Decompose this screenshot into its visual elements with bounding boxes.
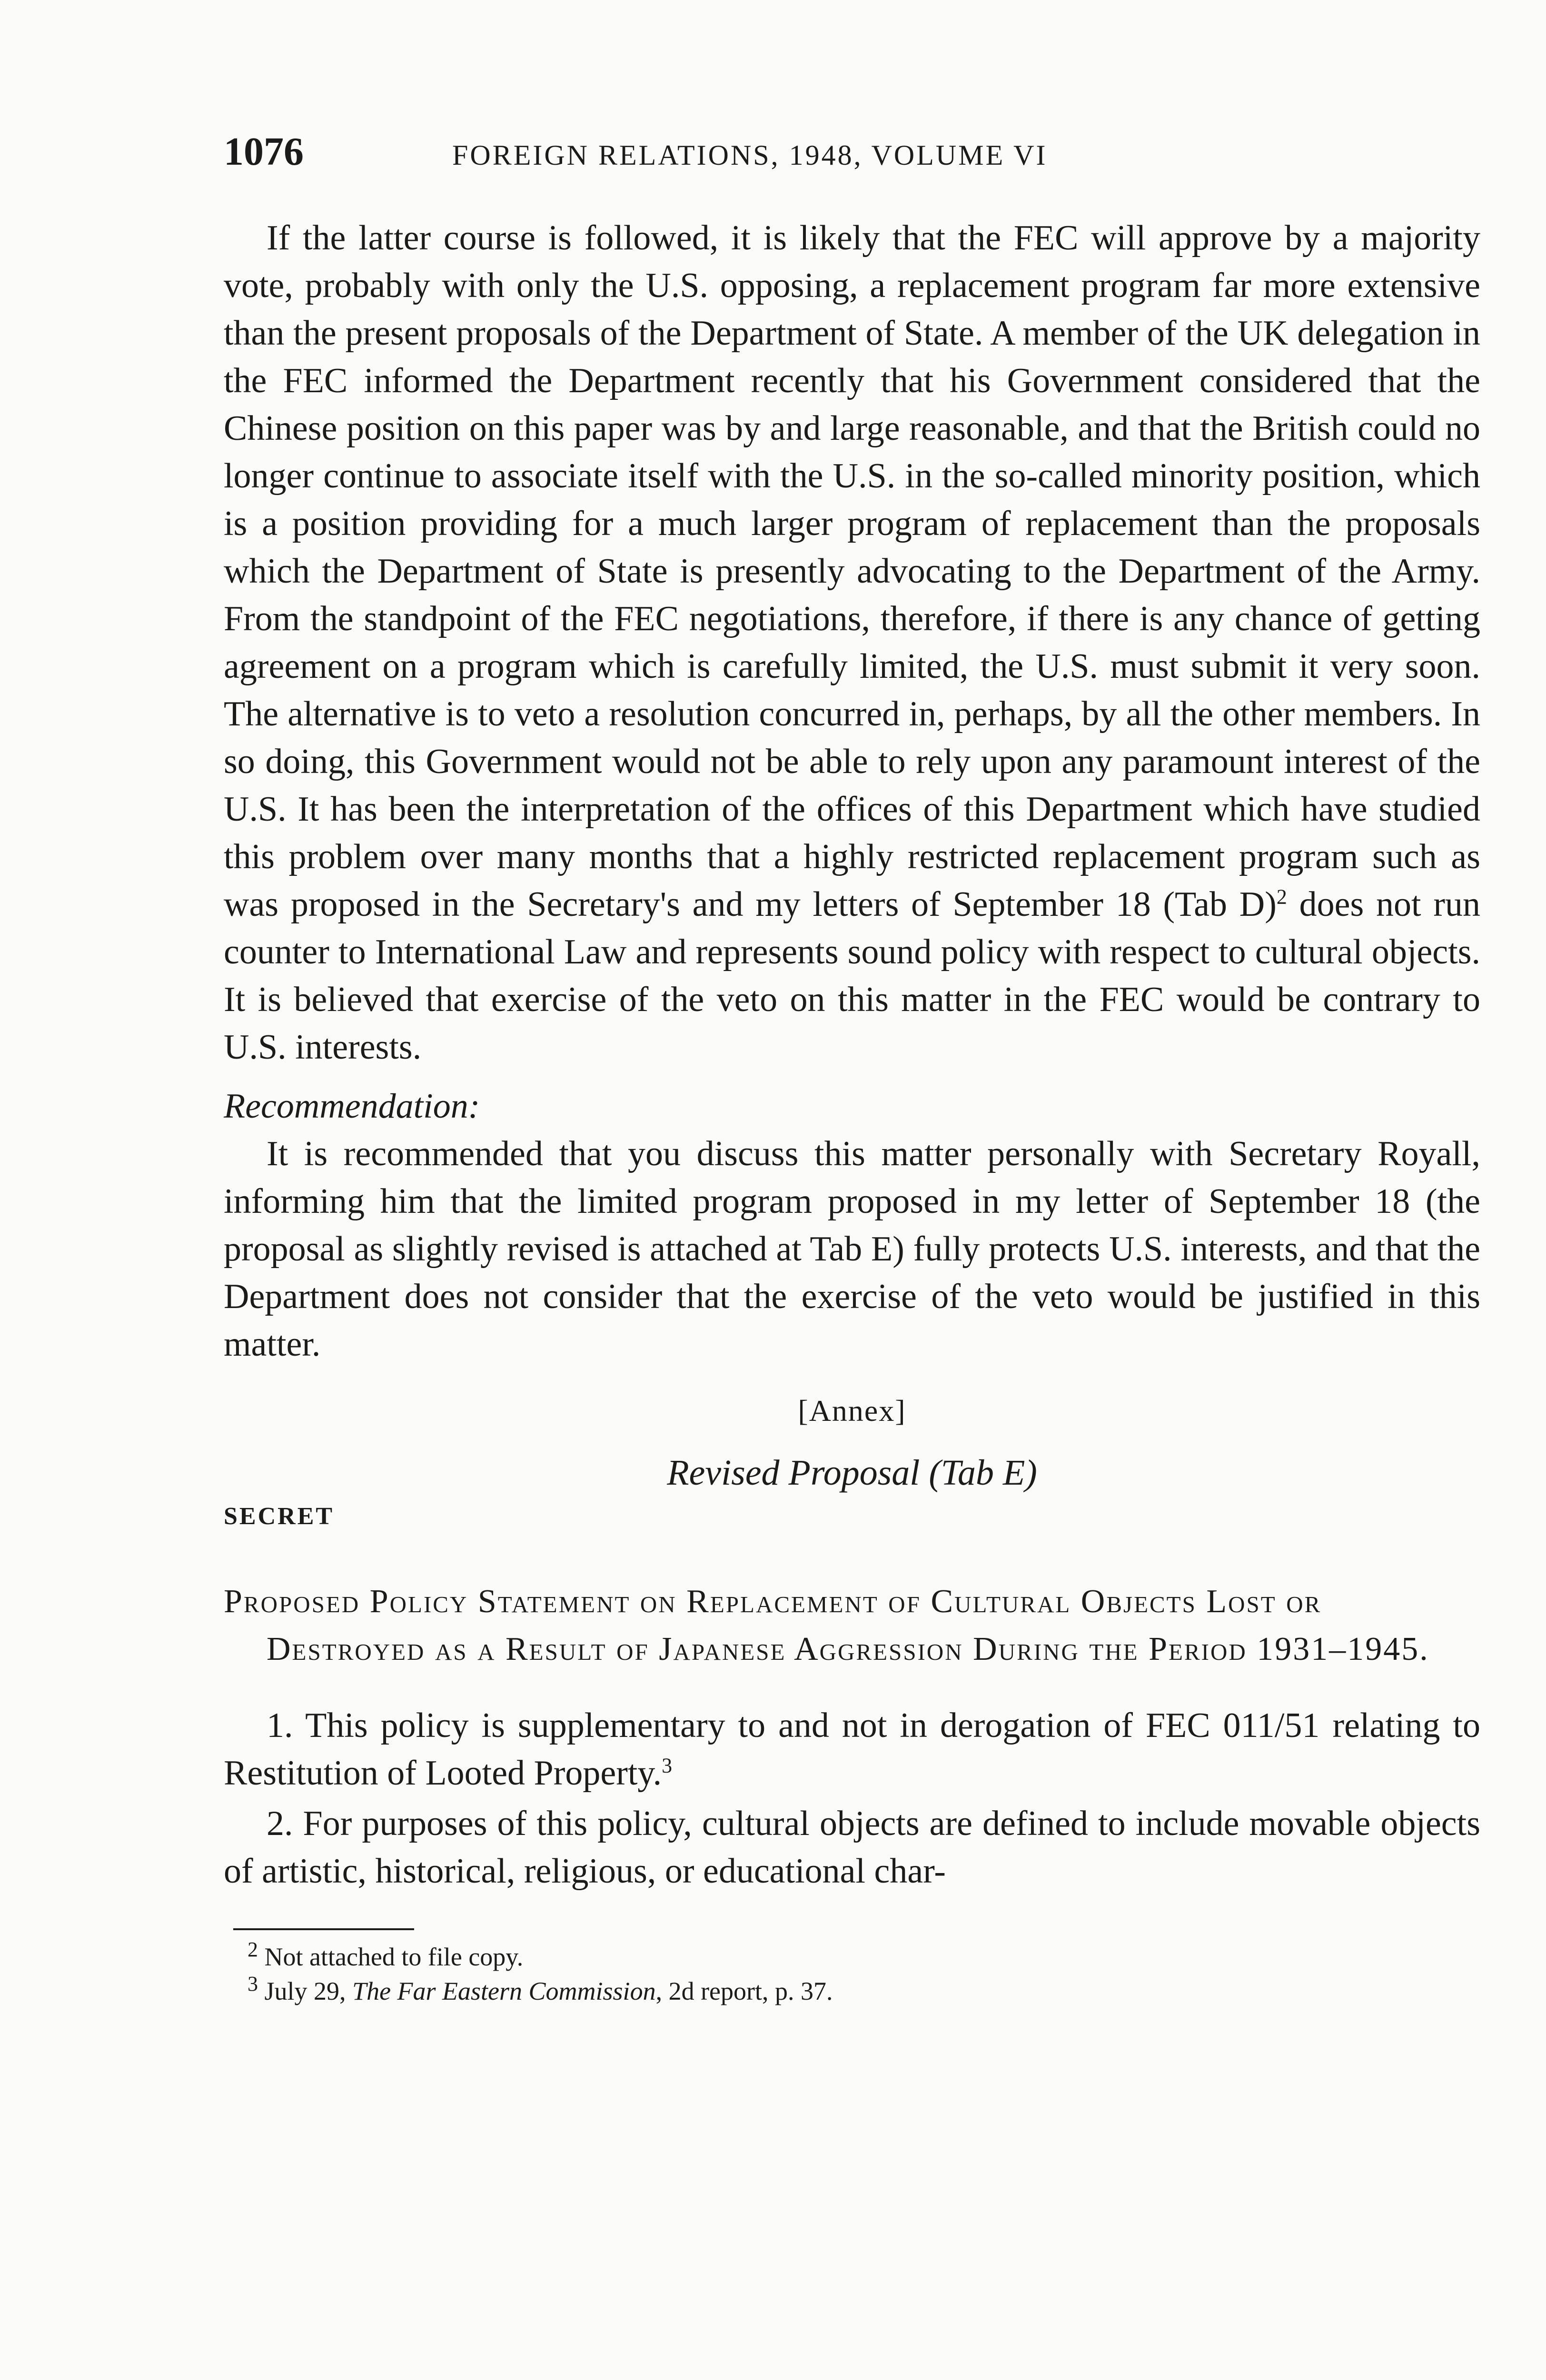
recommendation-heading: Recommendation: bbox=[224, 1087, 480, 1126]
classification-marking: SECRET bbox=[224, 1503, 335, 1530]
footnote-divider bbox=[233, 1928, 414, 1930]
running-title: FOREIGN RELATIONS, 1948, VOLUME VI bbox=[452, 139, 1048, 171]
policy-item-2: 2. For purposes of this policy, cultural objects are defined to include movable objects of artistic, historical, religious, or educational char- bbox=[224, 1804, 1480, 1891]
policy-statement-title: Proposed Policy Statement on Replacement of Cultural Objects Lost or Destroyed as a Result of Japanese Aggression During the Period 1931–1945. bbox=[224, 1583, 1429, 1667]
footnote-3 bbox=[224, 1974, 1480, 2008]
policy-item-1 bbox=[224, 1702, 1480, 1797]
revised-proposal-heading: Revised Proposal (Tab E) bbox=[667, 1453, 1037, 1493]
annex-label: [Annex] bbox=[798, 1394, 906, 1428]
footnote-3-mark: 3 bbox=[248, 1972, 258, 1995]
policy-item-1-text: 1. This policy is supplementary to and not in derogation of FEC 011/51 relating to Restitution of Looted Property. bbox=[224, 1706, 1480, 1793]
footnote-ref-3: 3 bbox=[662, 1754, 673, 1777]
footnote-3-title: The Far Eastern Commission bbox=[352, 1977, 656, 2005]
footnote-3-rest: , 2d report, p. 37. bbox=[655, 1977, 833, 2005]
paragraph-1-end: does not run counter to International Law and represents sound policy with respect to cultural objects. It is believed that exercise of the veto on this matter in the FEC would be contrary to U.S. interests. bbox=[224, 885, 1480, 1067]
footnote-2-mark: 2 bbox=[248, 1938, 258, 1961]
footnote-ref-2: 2 bbox=[1276, 885, 1287, 909]
footnote-2 bbox=[224, 1940, 1480, 1974]
page-number: 1076 bbox=[224, 129, 304, 174]
recommendation-paragraph: It is recommended that you discuss this matter personally with Secretary Royall, informing him that the limited program proposed in my letter of September 18 (the proposal as slightly revised is attached at Tab E) fully protects U.S. interests, and that the Department does not consider that the exercise of the veto would be justified in this matter. bbox=[224, 1134, 1480, 1364]
footnote-3-date: July 29, bbox=[258, 1977, 353, 2005]
body-paragraph-1 bbox=[224, 214, 1480, 1071]
page-header bbox=[224, 129, 1480, 181]
footnote-2-text: Not attached to file copy. bbox=[258, 1943, 524, 1971]
paragraph-1-text: If the latter course is followed, it is likely that the FEC will approve by a majority vote, probably with only the U.S. opposing, a replacement program far more extensive than the present proposals of the Department of State. A member of the UK delegation in the FEC informed the Department recently that his Government considered that the Chinese position on this paper was by and large reasonable, and that the British could no longer continue to associate itself with the U.S. in the so-called minority position, which is a position providing for a much larger program of replacement than the proposals which the Department of State is presently advocating to the Department of the Army. From the standpoint of the FEC negotiations, therefore, if there is any chance of getting agreement on a program which is carefully limited, the U.S. must submit it very soon. The alternative is to veto a resolution concurred in, perhaps, by all the other members. In so doing, this Government would not be able to rely upon any paramount interest of the U.S. It has been the interpretation of the offices of this Department which have studied this problem over many months that a highly restricted replacement program such as was proposed in the Secretary's and my letters of September 18 (Tab D) bbox=[224, 218, 1480, 924]
document-page bbox=[224, 129, 1480, 2008]
